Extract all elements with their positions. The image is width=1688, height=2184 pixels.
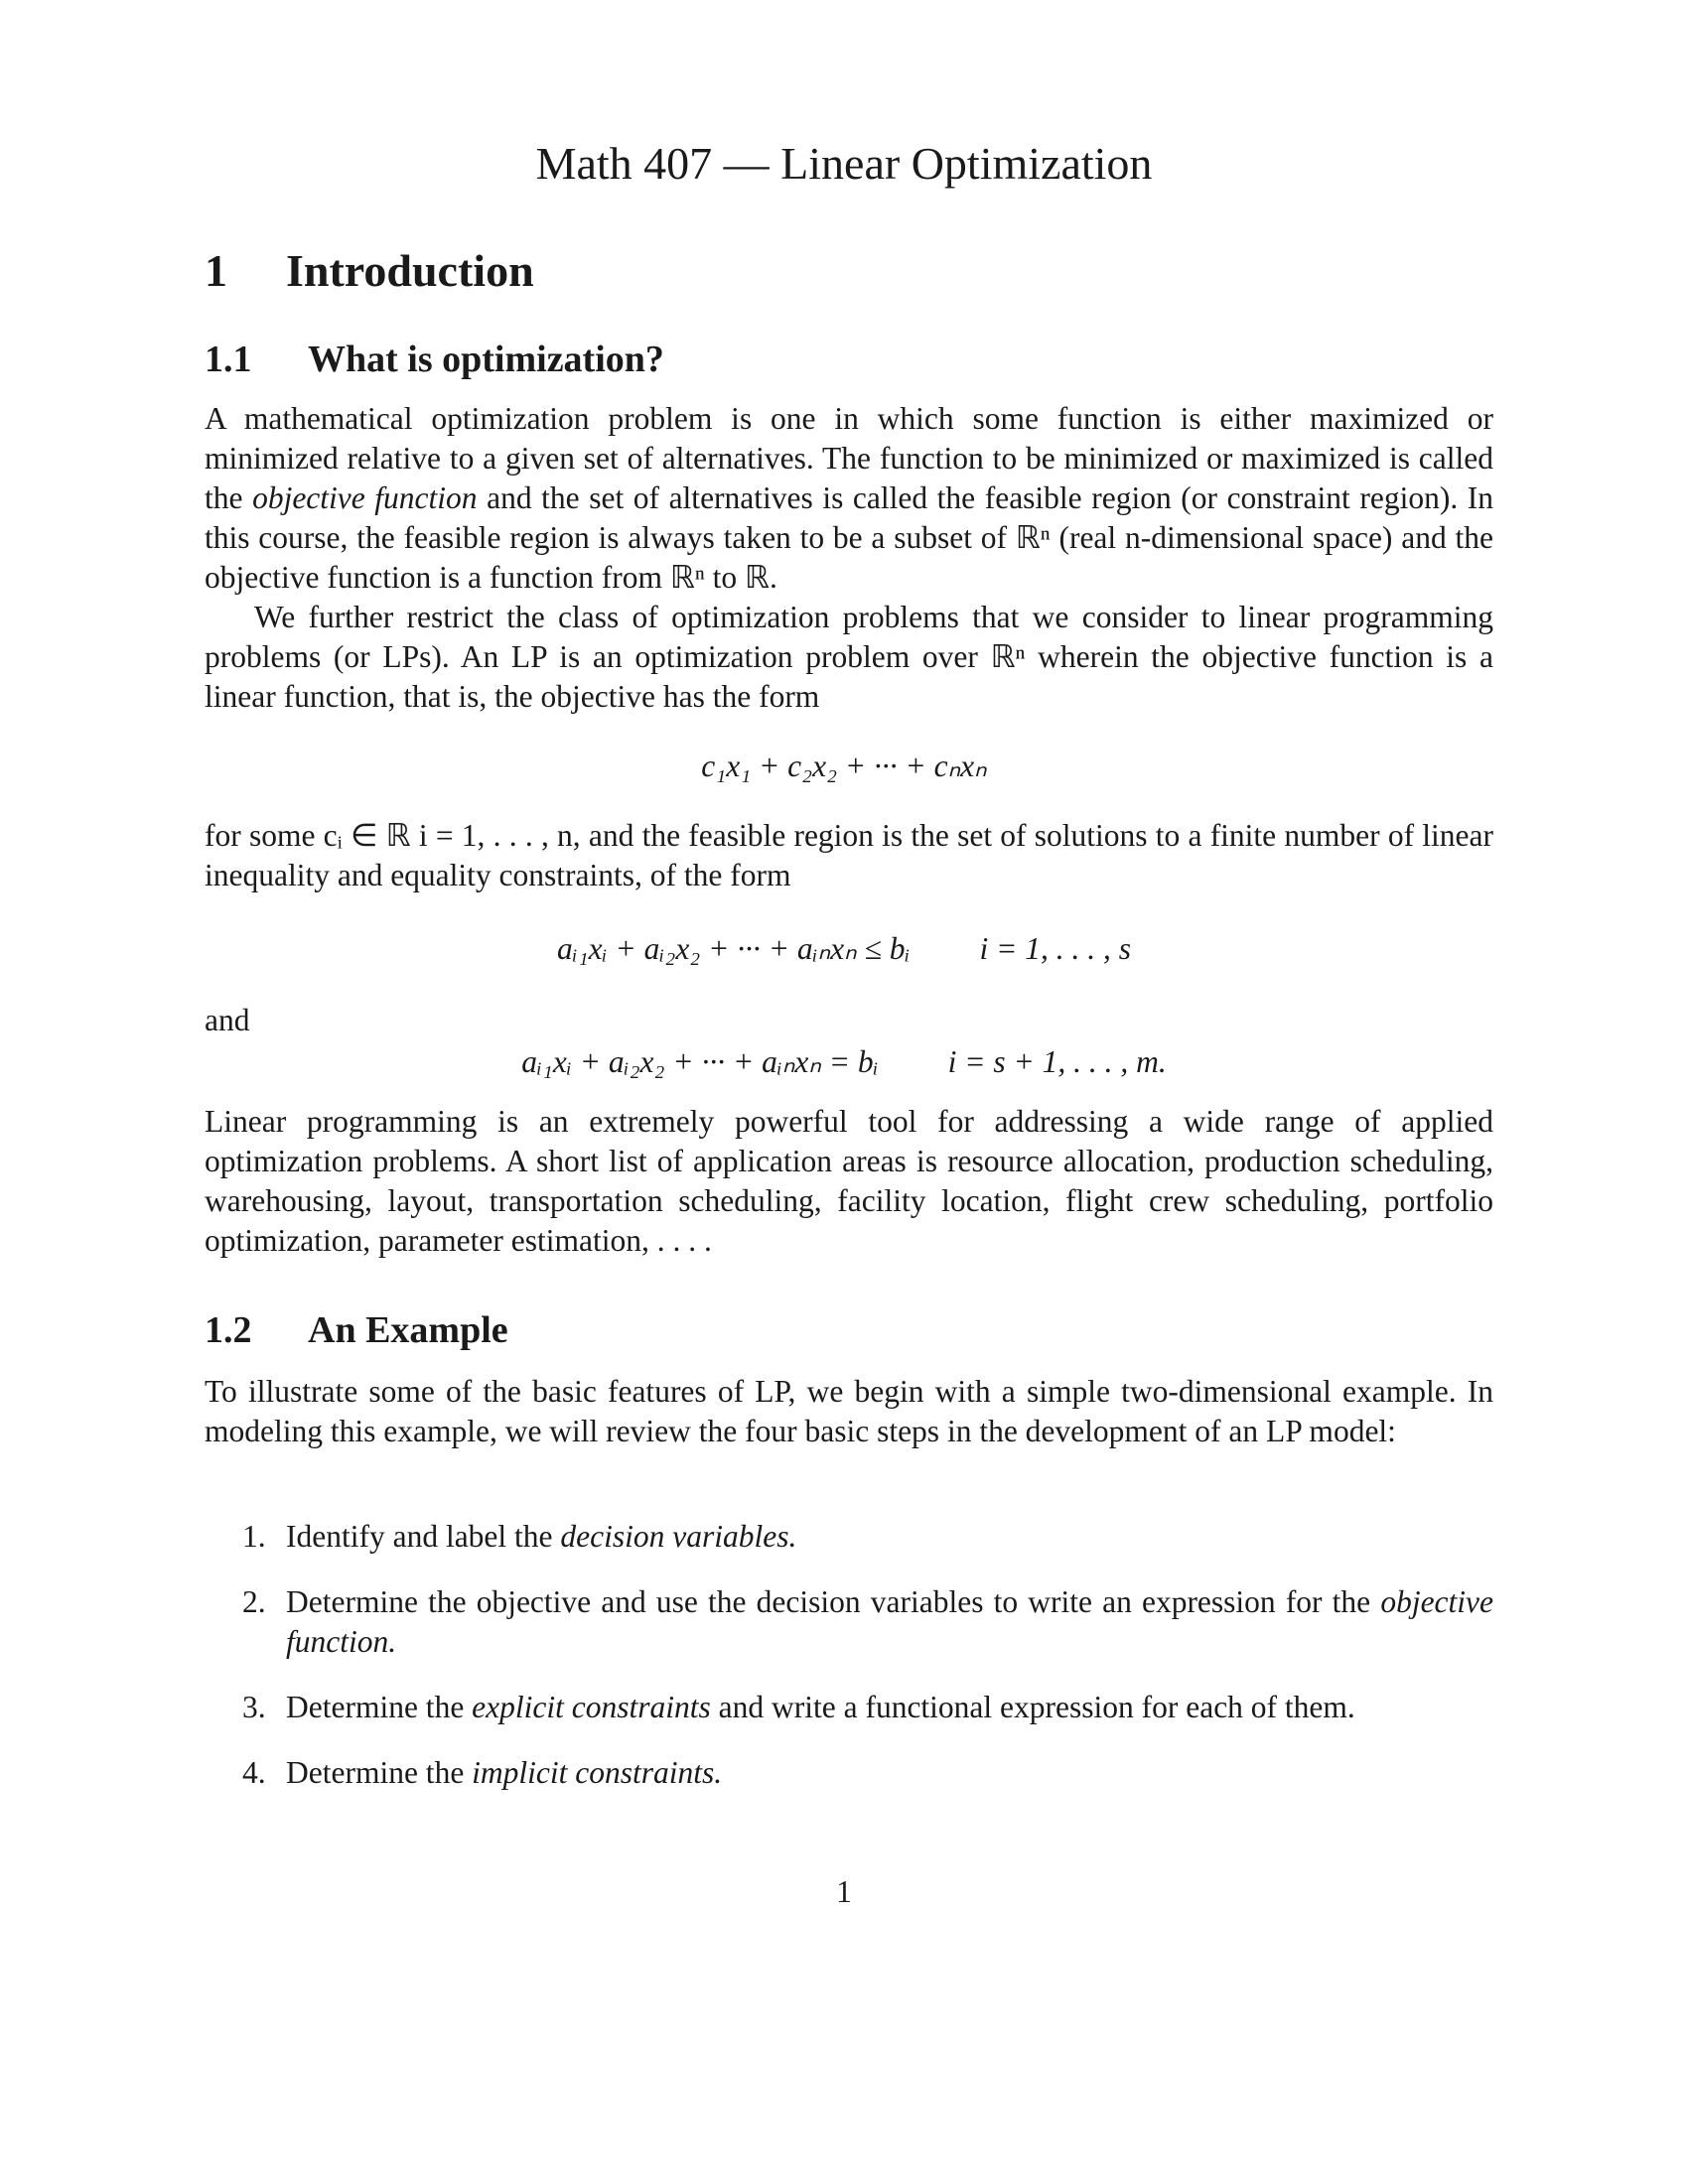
list-item-text: Determine the	[286, 1690, 473, 1724]
document-title: Math 407 — Linear Optimization	[535, 138, 1153, 189]
list-item-number: 4.	[242, 1755, 266, 1790]
paragraph-applications: Linear programming is an extremely powerful tool for addressing a wide range of applied optimization problems. A short list of application areas is resource allocation, production scheduling, warehousing, layout, transportation scheduling, facility location, flight crew scheduling, portfolio optimization, parameter estimation, . . . .	[205, 1104, 1493, 1258]
equation-inequality-expr: aᵢ₁xᵢ + aᵢ₂x₂ + ··· + aᵢₙxₙ ≤ bᵢ	[556, 931, 911, 966]
emphasis-text: implicit constraints.	[472, 1755, 723, 1790]
list-item-number: 3.	[242, 1690, 266, 1724]
list-item	[205, 1517, 1493, 1557]
list-item-text: Determine the objective and use the decision variables to write an expression for the	[286, 1584, 1381, 1619]
equation-inequality-condition: i = 1, . . . , s	[979, 931, 1132, 966]
section-number: 1	[205, 245, 227, 296]
emphasis-text: objective function.	[286, 1584, 1493, 1659]
paragraph-intro	[205, 399, 1493, 717]
subsection-heading-1-1	[205, 338, 664, 381]
subsection-number: 1.2	[205, 1309, 252, 1351]
section-title: Introduction	[286, 245, 534, 296]
subsection-title: An Example	[308, 1309, 508, 1351]
connector-word: and	[205, 1003, 250, 1037]
list-item-number: 2.	[242, 1584, 266, 1619]
subsection-number: 1.1	[205, 339, 252, 380]
emphasis-text: explicit constraints	[472, 1690, 711, 1724]
paragraph-lp-definition: We further restrict the class of optimization problems that we consider to linear programming problems (or LPs). An LP is an optimization problem over ℝⁿ wherein the objective function is a linear function, that is, the objective has the form	[205, 600, 1493, 714]
equation-equality-condition: i = s + 1, . . . , m.	[947, 1044, 1167, 1079]
equation-objective: c₁x₁ + c₂x₂ + ··· + cₙxₙ	[701, 749, 987, 783]
paragraph-text: and the set of alternatives is called the feasible region (or constraint region). In this course, the feasible region is always taken to be a subset of ℝⁿ (real n-dimensional space) and the objective function is a function from ℝⁿ to ℝ.	[205, 480, 1493, 595]
equation-equality	[0, 1044, 1688, 1080]
emphasis-text: objective function	[252, 480, 478, 515]
page-number: 1	[836, 1874, 852, 1909]
equation-inequality	[0, 931, 1688, 967]
section-heading	[205, 244, 534, 297]
list-item-text: Determine the	[286, 1755, 473, 1790]
emphasis-text: decision variables.	[560, 1519, 797, 1554]
equation-equality-expr: aᵢ₁xᵢ + aᵢ₂x₂ + ··· + aᵢₙxₙ = bᵢ	[521, 1044, 879, 1079]
paragraph-example-intro: To illustrate some of the basic features of LP, we begin with a simple two-dimensional example. In modeling this example, we will review the four basic steps in the development of an LP model:	[205, 1374, 1493, 1448]
list-item-number: 1.	[242, 1519, 266, 1554]
list-item	[205, 1688, 1493, 1727]
subsection-title: What is optimization?	[308, 339, 664, 380]
paragraph-text: A mathematical optimization problem is one in which some function is either maximized or minimized relative to a given set of alternatives. The function to be minimized or maximized is called the	[205, 401, 1493, 515]
list-item	[205, 1582, 1493, 1662]
paragraph-feasible-region: for some cᵢ ∈ ℝ i = 1, . . . , n, and the feasible region is the set of solutions to a finite number of linear inequality and equality constraints, of the form	[205, 818, 1493, 892]
subsection-heading-1-2	[205, 1308, 508, 1352]
list-item-text: Identify and label the	[286, 1519, 561, 1554]
list-item	[205, 1753, 1493, 1793]
list-item-text: and write a functional expression for each of them.	[710, 1690, 1355, 1724]
